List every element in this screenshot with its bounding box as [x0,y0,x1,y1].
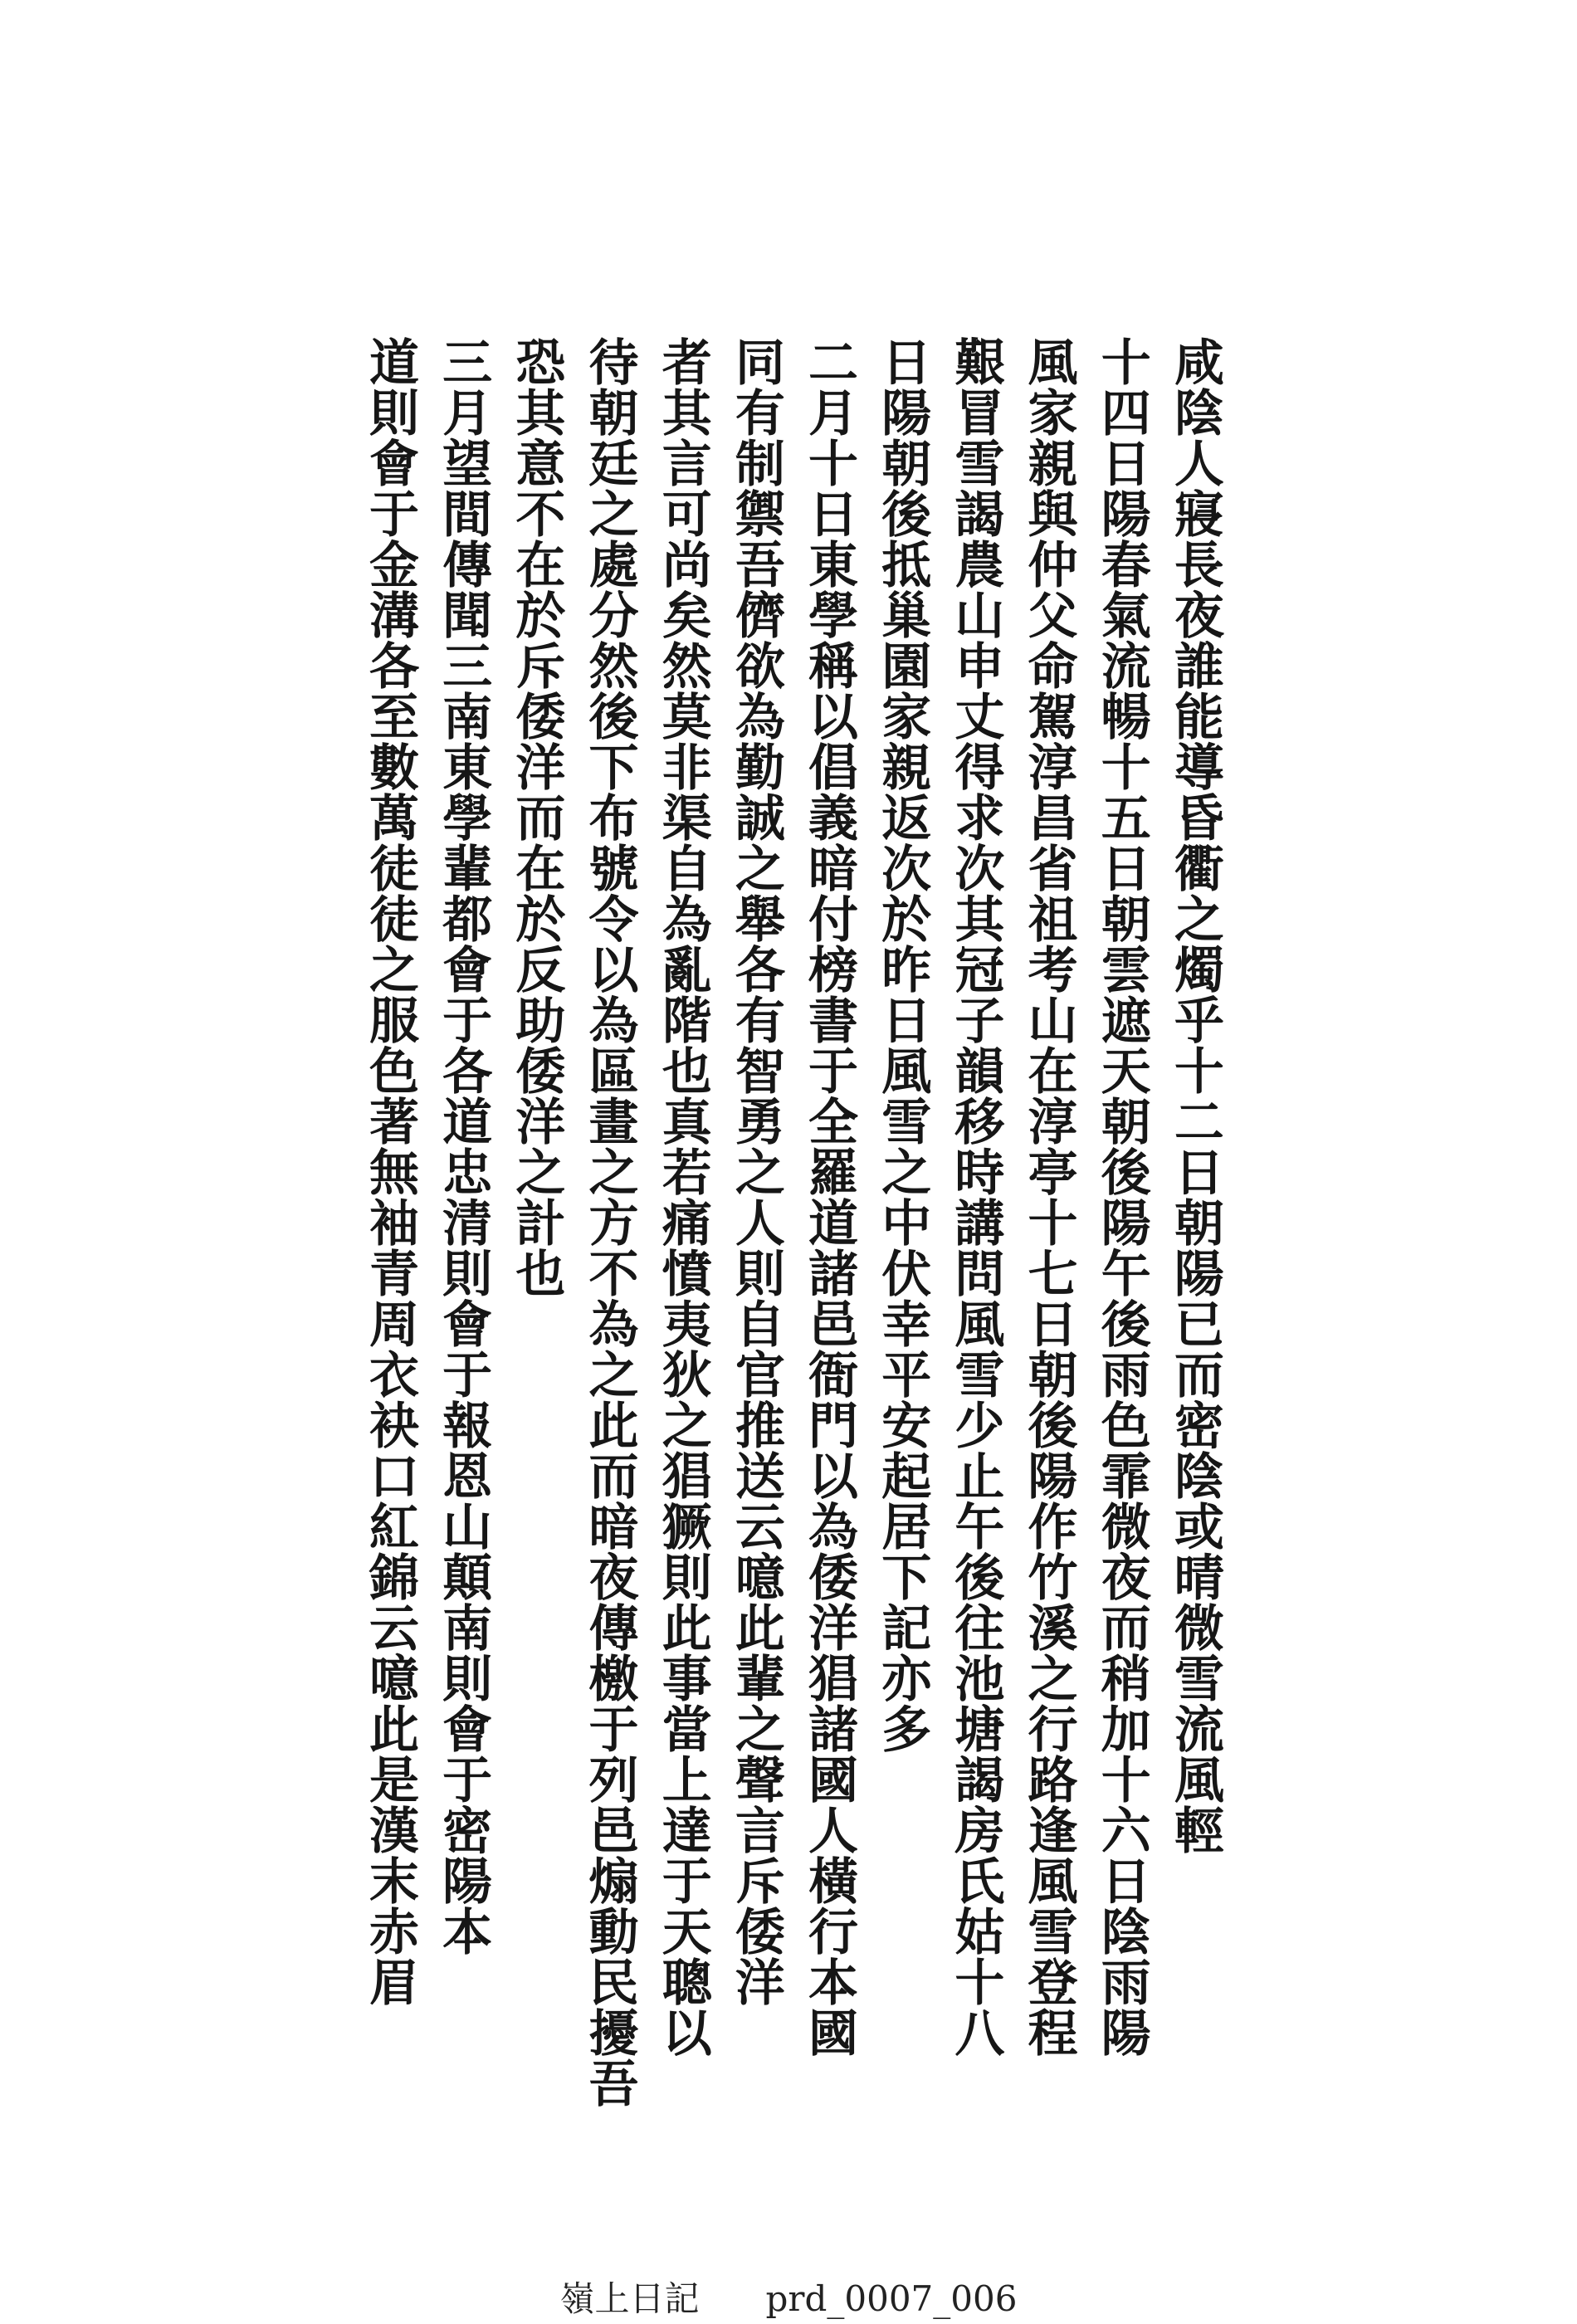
text-column-12: 道則會于金溝各至數萬徒徒之服色著無袖青周衣袂口紅錦云噫此是漢末赤眉 [361,336,419,2007]
text-column-4: 艱冒雪謁農山申丈得求次其冠子韻移時講問風雪少止午後往池塘謁房氏姑十八 [946,336,1005,2058]
text-column-9: 待朝廷之處分然後下布號令以為區畫之方不為之此而暗夜傳檄于列邑煽動民擾吾 [580,336,639,2108]
text-column-11: 三月望間傳聞三南東學輩都會于各道忠清則會于報恩山顛南則會于密陽本 [434,336,493,1956]
manuscript-text-block [357,336,1228,2204]
text-column-5: 日陽朝後抵巢園家親返次於昨日風雪之中伏幸平安起居下記亦多 [873,336,932,1754]
text-column-3: 風家親與仲父命駕淳昌省祖考山在淳亭十七日朝後陽作竹溪之行路逢風雪登程 [1019,336,1078,2058]
text-column-2: 十四日陽春氣流暢十五日朝雲遮天朝後陽午後雨色霏微夜而稍加十六日陰雨陽 [1092,336,1151,2058]
text-column-6: 二月十日東學稱以倡義暗付榜書于全羅道諸邑衙門以為倭洋猖諸國人橫行本國 [800,336,859,2058]
text-column-1: 咸陰人寢長夜誰能導昏衢之燭乎十二日朝陽已而密陰或晴微雪流風輕 [1165,336,1224,1855]
caption-title: 嶺上日記 [559,2278,700,2319]
text-column-10: 恐其意不在於斥倭洋而在於反助倭洋之計也 [507,336,566,1298]
caption-code: prd_0007_006 [765,2278,1018,2319]
text-column-8: 者其言可尚矣然莫非渠自為亂階也真若痛憤夷狄之猖獗則此事當上達于天聰以 [653,336,712,2058]
page-caption [0,2278,1577,2320]
text-column-7: 同有制禦吾儕欲為勤誠之舉各有智勇之人則自官推送云噫此輩之聲言斥倭洋 [726,336,785,2007]
